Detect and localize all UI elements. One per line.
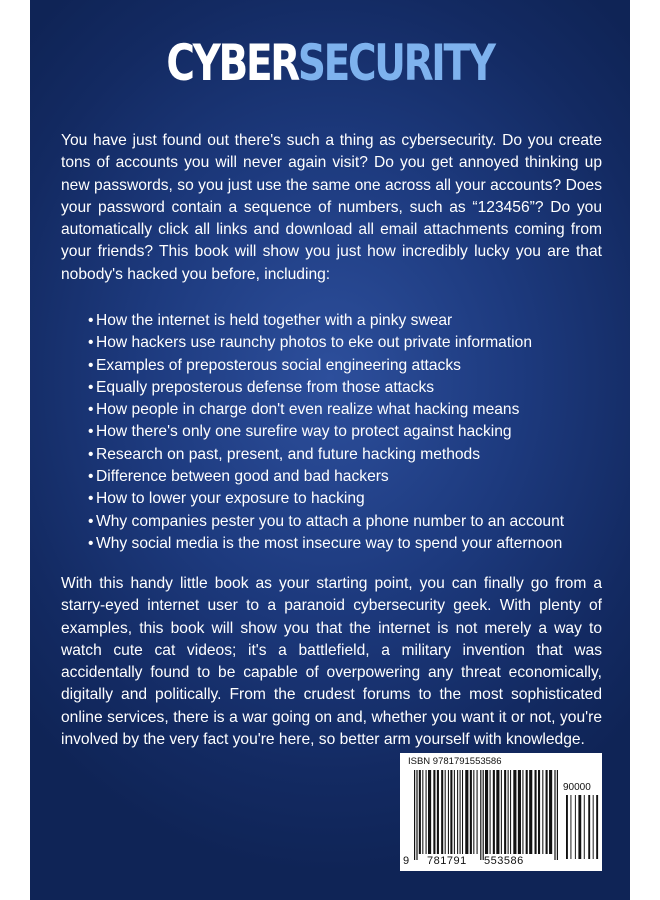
barcode-first-digit: 9 bbox=[403, 855, 410, 867]
barcode-bar bbox=[477, 770, 478, 854]
list-item: • Difference between good and bad hackers bbox=[88, 468, 389, 486]
barcode-bar bbox=[588, 795, 590, 859]
list-item-text: Research on past, present, and future hacking methods bbox=[96, 445, 481, 463]
barcode-bar bbox=[457, 770, 458, 854]
barcode-bar bbox=[593, 795, 594, 859]
barcode-bar bbox=[448, 770, 449, 854]
list-item-text: Equally preposterous defense from those attacks bbox=[96, 378, 435, 396]
barcode-bar bbox=[470, 770, 472, 854]
list-item: • Equally preposterous defense from those attacks bbox=[88, 378, 435, 396]
barcode-bar bbox=[518, 770, 521, 854]
list-item: • Research on past, present, and future hacking methods bbox=[88, 445, 481, 463]
barcode-bar bbox=[428, 770, 431, 854]
barcode-bar bbox=[450, 770, 452, 854]
isbn-barcode bbox=[400, 753, 602, 871]
list-item-text: Why companies pester you to attach a phone number to an account bbox=[96, 512, 565, 530]
barcode-left-digits: 781791 bbox=[427, 855, 467, 867]
list-item: • Why companies pester you to attach a phone number to an account bbox=[88, 512, 565, 530]
barcode-bar bbox=[510, 770, 511, 854]
barcode-bar bbox=[493, 770, 495, 854]
barcode-bar bbox=[513, 770, 516, 854]
barcode-bar bbox=[485, 770, 488, 854]
barcode-bar bbox=[419, 770, 421, 854]
barcode-bar bbox=[575, 795, 576, 859]
price-code: 90000 bbox=[563, 782, 591, 793]
barcode-bar bbox=[462, 770, 463, 854]
list-item-text: Why social media is the most insecure way to spend your afternoon bbox=[96, 534, 563, 552]
title-security: SECURITY bbox=[297, 34, 494, 92]
list-item-text: How to lower your exposure to hacking bbox=[96, 490, 365, 508]
list-item: • How there's only one surefire way to protect against hacking bbox=[88, 423, 512, 441]
barcode-bar bbox=[465, 770, 468, 854]
title-cyber: CYBER bbox=[166, 34, 298, 92]
barcode-bar bbox=[546, 770, 548, 854]
barcode-bar bbox=[501, 770, 502, 854]
barcode-bar bbox=[473, 770, 474, 854]
barcode-bar bbox=[557, 770, 558, 860]
barcode-bar bbox=[508, 770, 509, 854]
barcode-bar bbox=[445, 770, 446, 854]
feature-list bbox=[88, 310, 588, 555]
barcode-bar bbox=[483, 770, 484, 860]
isbn-label: ISBN 9781791553586 bbox=[408, 756, 502, 767]
barcode-bar bbox=[554, 770, 555, 860]
barcode-bar bbox=[542, 770, 543, 854]
list-item: • How hackers use raunchy photos to eke out private information bbox=[88, 334, 532, 352]
list-item: • Examples of preposterous social engineering attacks bbox=[88, 356, 461, 374]
list-item: • Why social media is the most insecure way to spend your afternoon bbox=[88, 534, 563, 552]
list-item-text: How there's only one surefire way to protect against hacking bbox=[96, 423, 512, 441]
barcode-bar bbox=[490, 770, 491, 854]
barcode-bar bbox=[578, 795, 581, 859]
barcode-bar bbox=[596, 795, 598, 859]
list-item: • How people in charge don't even realize what hacking means bbox=[88, 401, 520, 419]
outro-paragraph: With this handy little book as your starting point, you can finally go from a starry-eyed internet user to a paranoid cybersecurity geek. With plenty of examples, this book will show you that the internet is not merely a way to watch cute cat videos; it's a battlefield, a military invention that was accidentally found to be capable of overpowering any threat economically, digitally and politically. From the crudest forums to the most sophisticated online services, there is a war going on and, whether you want it or not, you're involved by the very fact you're here, so better arm yourself with knowledge. bbox=[61, 575, 602, 749]
barcode-bar bbox=[422, 770, 423, 854]
barcode-bar bbox=[433, 770, 435, 854]
list-item: • How the internet is held together with a pinky swear bbox=[88, 312, 453, 329]
barcode-bars bbox=[400, 753, 602, 871]
list-item-text: How hackers use raunchy photos to eke out private information bbox=[96, 334, 532, 352]
cover-title bbox=[96, 34, 564, 92]
barcode-bar bbox=[566, 795, 568, 859]
barcode-right-digits: 553586 bbox=[484, 855, 524, 867]
barcode-bar bbox=[441, 770, 443, 854]
barcode-bar bbox=[526, 770, 528, 854]
barcode-bar bbox=[480, 770, 481, 860]
list-item: • How to lower your exposure to hacking bbox=[88, 490, 365, 508]
barcode-bar bbox=[584, 795, 585, 859]
barcode-bar bbox=[496, 770, 499, 854]
barcode-bar bbox=[416, 770, 417, 860]
list-item-text: How people in charge don't even realize what hacking means bbox=[96, 401, 520, 419]
barcode-bar bbox=[437, 770, 439, 854]
list-item-text: Examples of preposterous social engineering attacks bbox=[96, 356, 461, 374]
barcode-bar bbox=[535, 770, 537, 854]
barcode-bar bbox=[529, 770, 532, 854]
barcode-bar bbox=[454, 770, 455, 854]
barcode-bar bbox=[504, 770, 506, 854]
barcode-bar bbox=[570, 795, 571, 859]
barcode-bar bbox=[549, 770, 552, 854]
barcode-bar bbox=[460, 770, 461, 854]
list-item-text: Difference between good and bad hackers bbox=[96, 468, 389, 486]
barcode-bar bbox=[414, 770, 415, 860]
barcode-bar bbox=[426, 770, 427, 854]
barcode-bar bbox=[522, 770, 523, 854]
intro-paragraph: You have just found out there's such a thing as cybersecurity. Do you create tons of accounts you will never again visit? Do you get annoyed thinking up new passwords, so you just use the same one across all your accounts? Does your password contain a sequence of numbers, such as “123456”? Do you automatically click all links and download all email attachments coming from your friends? This book will show you just how incredibly lucky you are that nobody's hacked you before, including: bbox=[61, 132, 602, 283]
list-item-text: How the internet is held together with a pinky swear bbox=[96, 312, 453, 329]
barcode-bar bbox=[538, 770, 540, 854]
book-back-cover bbox=[30, 0, 630, 900]
